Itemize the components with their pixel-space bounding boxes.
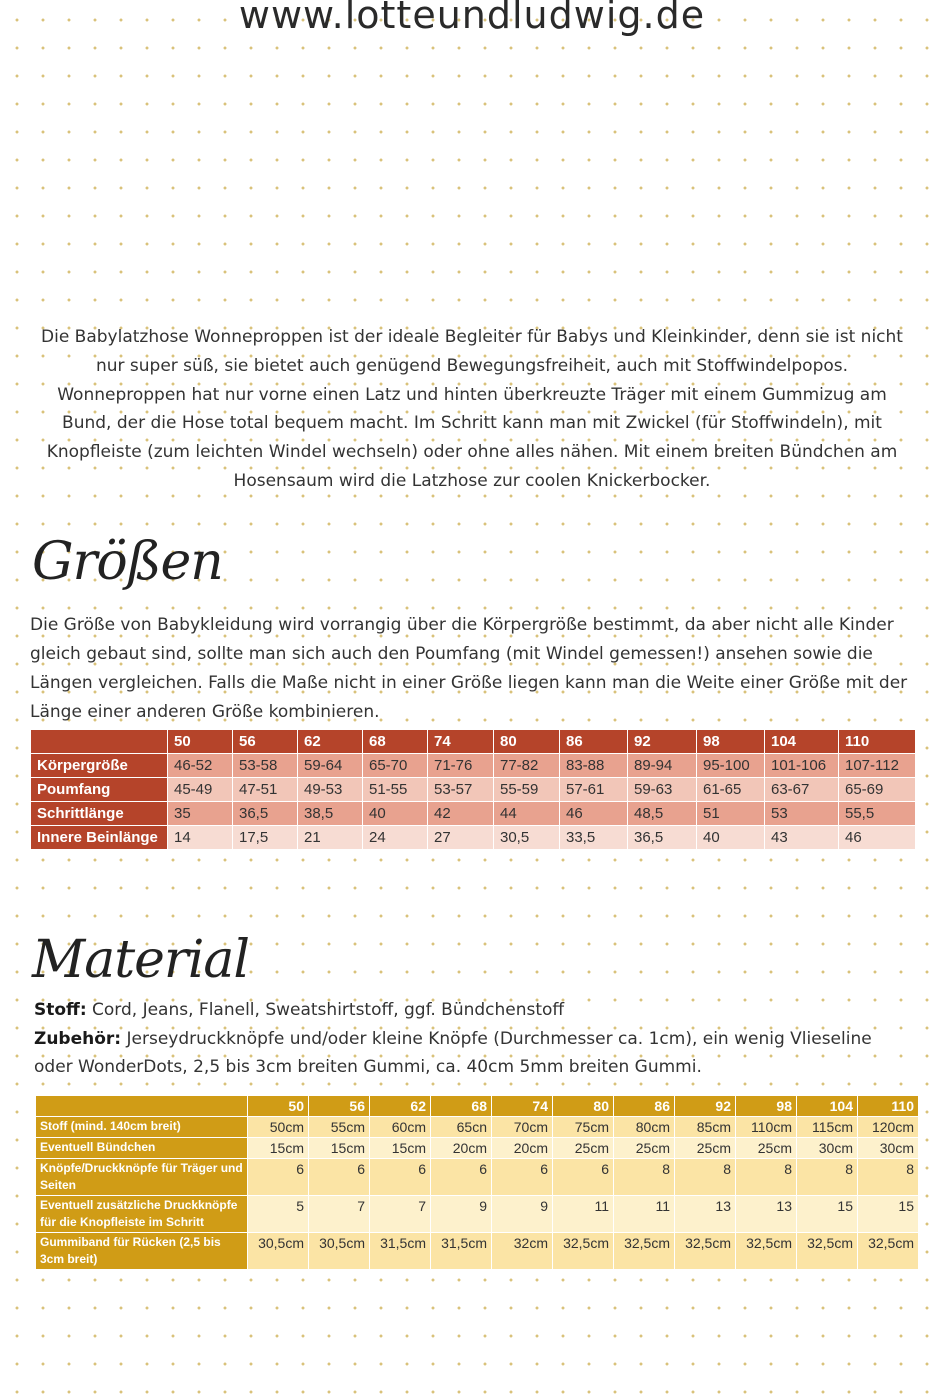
zubehoer-label: Zubehör: (34, 1028, 122, 1049)
table-cell: 85cm (675, 1117, 736, 1138)
table-cell: 43 (765, 826, 839, 850)
table-cell: 89-94 (628, 754, 697, 778)
table-row (36, 1159, 919, 1196)
table-row (31, 754, 916, 778)
material-col-header: 50 (248, 1096, 309, 1117)
table-cell: 33,5 (560, 826, 628, 850)
table-cell: 7 (370, 1196, 431, 1233)
table-cell: 38,5 (298, 802, 363, 826)
stoff-label: Stoff: (34, 1000, 87, 1020)
table-cell: 70cm (492, 1117, 553, 1138)
table-cell: 59-64 (298, 754, 363, 778)
table-cell: 30cm (858, 1138, 919, 1159)
stoff-line (34, 996, 914, 1025)
table-cell: 101-106 (765, 754, 839, 778)
table-cell: 8 (675, 1159, 736, 1196)
material-col-header: 74 (492, 1096, 553, 1117)
table-cell: 51 (697, 802, 765, 826)
table-row (36, 1233, 919, 1270)
table-cell: 44 (494, 802, 560, 826)
table-cell: 8 (797, 1159, 858, 1196)
table-cell: 65cn (431, 1117, 492, 1138)
table-cell: 11 (553, 1196, 614, 1233)
row-label: Eventuell Bündchen (36, 1138, 248, 1159)
sizes-heading: Größen (32, 532, 223, 592)
size-table (30, 729, 916, 850)
row-label: Körpergröße (31, 754, 168, 778)
table-cell: 21 (298, 826, 363, 850)
table-cell: 71-76 (428, 754, 494, 778)
table-cell: 6 (370, 1159, 431, 1196)
table-cell: 11 (614, 1196, 675, 1233)
table-row (36, 1138, 919, 1159)
row-label: Gummiband für Rücken (2,5 bis 3cm breit) (36, 1233, 248, 1270)
table-cell: 24 (363, 826, 428, 850)
table-cell: 15 (797, 1196, 858, 1233)
material-heading: Material (32, 930, 250, 990)
table-cell: 30,5 (494, 826, 560, 850)
table-cell: 61-65 (697, 778, 765, 802)
table-cell: 36,5 (628, 826, 697, 850)
table-cell: 53-58 (233, 754, 298, 778)
table-cell: 25cm (614, 1138, 675, 1159)
table-cell: 30,5cm (309, 1233, 370, 1270)
table-cell: 77-82 (494, 754, 560, 778)
table-cell: 80cm (614, 1117, 675, 1138)
table-cell: 20cm (431, 1138, 492, 1159)
table-cell: 49-53 (298, 778, 363, 802)
row-label: Schrittlänge (31, 802, 168, 826)
table-cell: 50cm (248, 1117, 309, 1138)
size-table-corner (31, 730, 168, 754)
material-table-corner (36, 1096, 248, 1117)
material-col-header: 98 (736, 1096, 797, 1117)
size-col-header: 92 (628, 730, 697, 754)
size-col-header: 98 (697, 730, 765, 754)
table-cell: 45-49 (168, 778, 233, 802)
table-cell: 55,5 (839, 802, 916, 826)
table-cell: 32,5cm (736, 1233, 797, 1270)
table-cell: 6 (248, 1159, 309, 1196)
table-cell: 53 (765, 802, 839, 826)
table-cell: 31,5cm (431, 1233, 492, 1270)
table-row (31, 802, 916, 826)
size-col-header: 104 (765, 730, 839, 754)
row-label: Innere Beinlänge (31, 826, 168, 850)
material-col-header: 62 (370, 1096, 431, 1117)
material-table-header-row (36, 1096, 919, 1117)
material-table (35, 1095, 919, 1270)
table-cell: 48,5 (628, 802, 697, 826)
size-col-header: 62 (298, 730, 363, 754)
material-col-header: 80 (553, 1096, 614, 1117)
material-paragraph (34, 996, 914, 1082)
table-cell: 32,5cm (797, 1233, 858, 1270)
table-cell: 31,5cm (370, 1233, 431, 1270)
size-col-header: 80 (494, 730, 560, 754)
table-cell: 15cm (248, 1138, 309, 1159)
table-cell: 14 (168, 826, 233, 850)
size-col-header: 110 (839, 730, 916, 754)
material-col-header: 110 (858, 1096, 919, 1117)
table-cell: 55-59 (494, 778, 560, 802)
table-cell: 13 (675, 1196, 736, 1233)
material-col-header: 68 (431, 1096, 492, 1117)
table-cell: 46 (839, 826, 916, 850)
table-cell: 32cm (492, 1233, 553, 1270)
intro-paragraph: Die Babylatzhose Wonneproppen ist der ideale Begleiter für Babys und Kleinkinder, denn sie ist nicht nur super süß, sie bietet auch genügend Bewegungsfreiheit, auch mit Stoffwindelpopos. Wonneproppen hat nur vorne einen Latz und hinten überkreuzte Träger mit einem Gummizug am Bund, der die Hose total bequem macht. Im Schritt kann man mit Zwickel (für Stoffwindeln), mit Knopfleiste (zum leichten Windel wechseln) oder ohne alles nähen. Mit einem breiten Bündchen am Hosensaum wird die Latzhose zur coolen Knickerbocker. (41, 327, 903, 491)
table-cell: 15cm (370, 1138, 431, 1159)
table-cell: 8 (736, 1159, 797, 1196)
table-cell: 53-57 (428, 778, 494, 802)
table-cell: 8 (614, 1159, 675, 1196)
table-cell: 8 (858, 1159, 919, 1196)
table-cell: 75cm (553, 1117, 614, 1138)
size-col-header: 74 (428, 730, 494, 754)
row-label: Stoff (mind. 140cm breit) (36, 1117, 248, 1138)
table-cell: 7 (309, 1196, 370, 1233)
table-cell: 83-88 (560, 754, 628, 778)
table-cell: 20cm (492, 1138, 553, 1159)
row-label: Eventuell zusätzliche Druckknöpfe für die Knopfleiste im Schritt (36, 1196, 248, 1233)
table-cell: 25cm (553, 1138, 614, 1159)
table-cell: 57-61 (560, 778, 628, 802)
table-cell: 40 (363, 802, 428, 826)
table-cell: 65-69 (839, 778, 916, 802)
material-col-header: 56 (309, 1096, 370, 1117)
table-cell: 15 (858, 1196, 919, 1233)
table-cell: 32,5cm (553, 1233, 614, 1270)
table-cell: 30cm (797, 1138, 858, 1159)
size-col-header: 50 (168, 730, 233, 754)
table-cell: 9 (431, 1196, 492, 1233)
table-row (31, 778, 916, 802)
row-label: Knöpfe/Druckknöpfe für Träger und Seiten (36, 1159, 248, 1196)
table-cell: 35 (168, 802, 233, 826)
table-cell: 17,5 (233, 826, 298, 850)
table-cell: 32,5cm (858, 1233, 919, 1270)
size-table-header-row (31, 730, 916, 754)
material-col-header: 104 (797, 1096, 858, 1117)
table-cell: 59-63 (628, 778, 697, 802)
table-cell: 42 (428, 802, 494, 826)
table-cell: 32,5cm (675, 1233, 736, 1270)
table-cell: 13 (736, 1196, 797, 1233)
table-cell: 46 (560, 802, 628, 826)
table-cell: 46-52 (168, 754, 233, 778)
table-cell: 120cm (858, 1117, 919, 1138)
table-cell: 6 (553, 1159, 614, 1196)
table-cell: 51-55 (363, 778, 428, 802)
table-cell: 27 (428, 826, 494, 850)
table-cell: 60cm (370, 1117, 431, 1138)
table-cell: 6 (431, 1159, 492, 1196)
table-cell: 115cm (797, 1117, 858, 1138)
material-col-header: 92 (675, 1096, 736, 1117)
table-cell: 25cm (675, 1138, 736, 1159)
table-cell: 107-112 (839, 754, 916, 778)
table-cell: 36,5 (233, 802, 298, 826)
stoff-text: Cord, Jeans, Flanell, Sweatshirtstoff, ggf. Bündchenstoff (86, 1000, 565, 1020)
table-cell: 40 (697, 826, 765, 850)
table-cell: 5 (248, 1196, 309, 1233)
zubehoer-text: Jerseydruckknöpfe und/oder kleine Knöpfe (Durchmesser ca. 1cm), ein wenig Vlieseline oder WonderDots, 2,5 bis 3cm breiten Gummi, ca. 40cm 5mm breiten Gummi. (34, 1028, 872, 1077)
table-row (36, 1196, 919, 1233)
table-cell: 65-70 (363, 754, 428, 778)
table-cell: 63-67 (765, 778, 839, 802)
size-col-header: 68 (363, 730, 428, 754)
table-cell: 6 (309, 1159, 370, 1196)
row-label: Poumfang (31, 778, 168, 802)
table-row (31, 826, 916, 850)
table-cell: 32,5cm (614, 1233, 675, 1270)
table-cell: 30,5cm (248, 1233, 309, 1270)
table-cell: 95-100 (697, 754, 765, 778)
size-col-header: 86 (560, 730, 628, 754)
table-cell: 9 (492, 1196, 553, 1233)
table-cell: 47-51 (233, 778, 298, 802)
table-cell: 110cm (736, 1117, 797, 1138)
table-cell: 6 (492, 1159, 553, 1196)
zubehoer-line (34, 1025, 914, 1082)
size-col-header: 56 (233, 730, 298, 754)
table-cell: 15cm (309, 1138, 370, 1159)
sizes-paragraph: Die Größe von Babykleidung wird vorrangig über die Körpergröße bestimmt, da aber nicht alle Kinder gleich gebaut sind, sollte man sich auch den Poumfang (mit Windel gemessen!) ansehen sowie die Längen vergleichen. Falls die Maße nicht in einer Größe liegen kann man die Weite einer Größe mit der Länge einer anderen Größe kombinieren. (30, 615, 908, 722)
table-cell: 25cm (736, 1138, 797, 1159)
table-cell: 55cm (309, 1117, 370, 1138)
table-row (36, 1117, 919, 1138)
material-col-header: 86 (614, 1096, 675, 1117)
site-url: www.lotteundludwig.de (238, 0, 706, 37)
